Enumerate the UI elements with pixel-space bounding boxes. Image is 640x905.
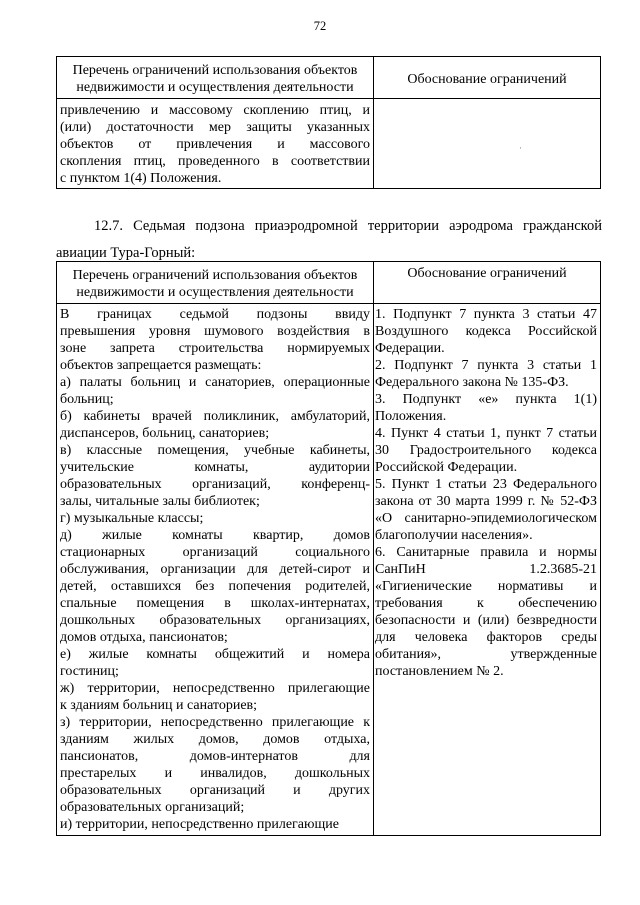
text-line: престарелых и инвалидов, дошкольных — [60, 766, 370, 781]
text-line: домов отдыха, пансионатов; — [60, 630, 228, 645]
page-number: 72 — [313, 19, 327, 33]
restrictions-cell — [57, 99, 374, 189]
text-line: для человека факторов среды — [375, 630, 597, 645]
mark-dot: · — [519, 143, 522, 153]
restrictions-cell — [57, 304, 374, 836]
table-row — [57, 99, 601, 189]
section-heading: 12.7. Седьмая подзона приаэродромной территории аэродрома гражданской авиации Тура-Горный: — [56, 218, 602, 261]
text-line: привлечению и массовому скоплению птиц, и — [60, 103, 370, 118]
restrictions-table-continued — [56, 56, 601, 189]
table-row — [57, 304, 601, 836]
text-line: к зданиям больниц и санаториев; — [60, 698, 258, 713]
header-restrictions-list: Перечень ограничений использования объектов недвижимости и осуществления деятельности — [57, 57, 374, 99]
text-line: обслуживания, организации для детей-сирот и — [60, 562, 370, 577]
restrictions-table-subzone-7 — [56, 261, 601, 836]
text-line: зоне запрета строительства нормируемых — [60, 341, 370, 356]
text-line: детей, оставшихся без попечения родителей, — [60, 579, 370, 594]
text-line: г) музыкальные классы; — [60, 511, 204, 526]
text-line: В границах седьмой подзоны ввиду — [60, 307, 370, 322]
text-line: гостиниц; — [60, 664, 119, 679]
text-line: 1. Подпункт 7 пункта 3 статьи 47 — [375, 307, 597, 322]
text-line: е) жилые комнаты общежитий и номера — [60, 647, 370, 662]
text-line: образовательных организаций и других — [60, 783, 370, 798]
text-line: 30 Градостроительного кодекса — [375, 443, 597, 458]
text-line: Федерации. — [375, 341, 445, 356]
text-line: превышения уровня шумового воздействия в — [60, 324, 370, 339]
text-line: образовательных организаций; — [60, 800, 245, 815]
text-line: спальные помещения в школах-интернатах, — [60, 596, 370, 611]
text-line: и) территории, непосредственно прилегающие — [60, 817, 339, 832]
text-line: благополучии населения». — [375, 528, 533, 543]
text-line: с пунктом 1(4) Положения. — [60, 171, 222, 186]
text-line: а) палаты больниц и санаториев, операционные — [60, 375, 370, 390]
justification-cell — [374, 304, 601, 836]
text-line: требования к обеспечению — [375, 596, 597, 611]
text-line: залы, читальные залы библиотек; — [60, 494, 260, 509]
header-justification: Обоснование ограничений — [374, 57, 601, 99]
text-line: больниц; — [60, 392, 114, 407]
table-header-row — [57, 262, 601, 304]
text-line: объектов от привлечения и массового — [60, 137, 370, 152]
table-header-row — [57, 57, 601, 99]
text-line: закона от 30 марта 1999 г. № 52-ФЗ — [375, 494, 597, 509]
text-line: «Гигиенические нормативы и — [375, 579, 597, 594]
text-line: Воздушного кодекса Российской — [375, 324, 597, 339]
header-restrictions-list: Перечень ограничений использования объектов недвижимости и осуществления деятельности — [57, 262, 374, 304]
text-line: «О санитарно-эпидемиологическом — [375, 511, 597, 526]
text-line: обитания», утвержденные — [375, 647, 597, 662]
text-line: з) территории, непосредственно прилегающие к — [60, 715, 370, 730]
text-line: диспансеров, больниц, санаториев; — [60, 426, 270, 441]
text-line: Федерального закона № 135-ФЗ. — [375, 375, 569, 390]
text-line: скопления птиц, проведенного в соответствии — [60, 154, 370, 169]
text-line: 5. Пункт 1 статьи 23 Федерального — [375, 477, 597, 492]
text-line: стационарных организаций социального — [60, 545, 370, 560]
text-line: 3. Подпункт «е» пункта 1(1) — [375, 392, 597, 407]
text-line: зданиям жилых домов, домов отдыха, — [60, 732, 370, 747]
text-line: объектов запрещается размещать: — [60, 358, 262, 373]
text-line: Российской Федерации. — [375, 460, 518, 475]
header-justification: Обоснование ограничений — [374, 262, 601, 304]
text-line: ж) территории, непосредственно прилегающие — [60, 681, 370, 696]
text-line: дошкольных образовательных организациях, — [60, 613, 370, 628]
text-line: 2. Подпункт 7 пункта 3 статьи 1 — [375, 358, 597, 373]
text-line: (или) достаточности мер защиты указанных — [60, 120, 370, 135]
justification-cell — [374, 99, 601, 189]
text-line: 4. Пункт 4 статьи 1, пункт 7 статьи — [375, 426, 597, 441]
text-line: образовательных организаций, конференц- — [60, 477, 370, 492]
text-line: Положения. — [375, 409, 447, 424]
text-line: постановлением № 2. — [375, 664, 504, 679]
text-line: пансионатов, домов-интернатов для — [60, 749, 370, 764]
text-line: д) жилые комнаты квартир, домов — [60, 528, 370, 543]
text-line: СанПиН 1.2.3685-21 — [375, 562, 597, 577]
text-line: б) кабинеты врачей поликлиник, амбулаторий, — [60, 409, 370, 424]
text-line: безопасности и (или) безвредности — [375, 613, 597, 628]
text-line: 6. Санитарные правила и нормы — [375, 545, 597, 560]
text-line: учительские комнаты, аудитории — [60, 460, 370, 475]
text-line: в) классные помещения, учебные кабинеты, — [60, 443, 370, 458]
